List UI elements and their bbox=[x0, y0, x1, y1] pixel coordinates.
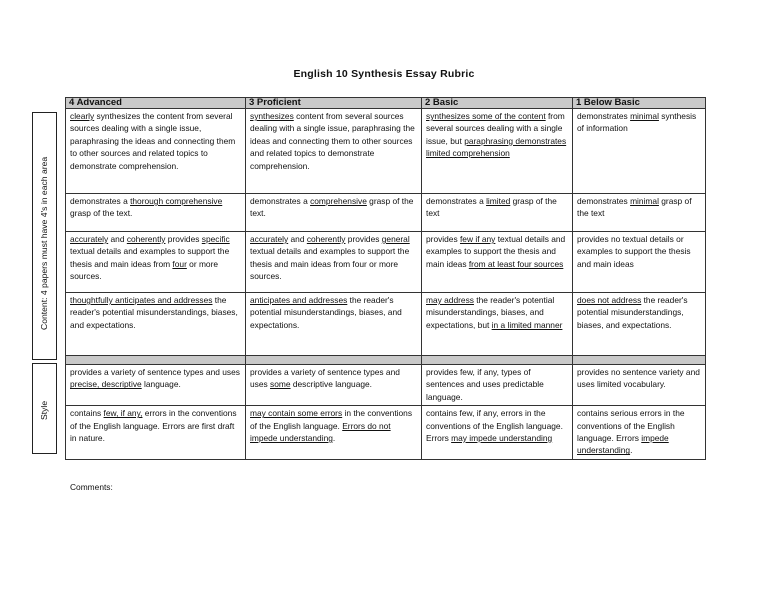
underlined-text: thoughtfully anticipates and addresses bbox=[70, 295, 213, 305]
cell-text: from several sources dealing with a single issue, but bbox=[426, 111, 565, 146]
underlined-text: comprehensive bbox=[310, 196, 367, 206]
underlined-text: may address bbox=[426, 295, 474, 305]
table-row bbox=[66, 109, 706, 194]
cell-text: . bbox=[332, 433, 336, 444]
header-below-basic: 1 Below Basic bbox=[573, 98, 706, 109]
underlined-text: coherently bbox=[126, 234, 166, 244]
divider-cell bbox=[66, 356, 246, 365]
cell-text: errors in the conventions of the English language. Errors are first draft in nature. bbox=[70, 408, 237, 444]
cell-text: provides no textual details or examples to support the thesis and main ideas bbox=[577, 234, 691, 269]
cell-text: content from several sources dealing with a single issue, paraphrasing the ideas and connecting them to other sources and related topics to demonstrate comprehension. bbox=[250, 111, 415, 171]
underlined-text: clearly bbox=[70, 111, 95, 121]
underlined-text: from at least four sources bbox=[468, 258, 564, 269]
underlined-text: general bbox=[381, 234, 410, 244]
header-proficient: 3 Proficient bbox=[246, 98, 422, 109]
cell-text: contains serious errors in the conventions of the English language. Errors bbox=[577, 408, 685, 444]
cell-text: demonstrates a bbox=[70, 196, 131, 206]
cell-text: or more sources. bbox=[70, 258, 219, 282]
cell-text: . bbox=[630, 445, 633, 456]
header-row bbox=[66, 98, 706, 109]
cell-proficient bbox=[246, 194, 422, 232]
divider-cell bbox=[422, 356, 573, 365]
cell-text: in the conventions of the English language. bbox=[250, 408, 413, 431]
underlined-text: may impede understanding bbox=[451, 433, 553, 444]
cell-below-basic bbox=[573, 194, 706, 232]
cell-proficient bbox=[246, 232, 422, 293]
cell-text: grasp of the text. bbox=[70, 208, 133, 219]
cell-text: demonstrates a bbox=[250, 196, 311, 206]
cell-text: contains few, if any, errors in the conventions of the English language. Errors bbox=[426, 408, 563, 444]
cell-text: synthesis of information bbox=[577, 111, 697, 134]
cell-text: language. bbox=[141, 379, 181, 390]
cell-proficient bbox=[246, 293, 422, 356]
table-row bbox=[66, 293, 706, 356]
cell-below-basic bbox=[573, 365, 706, 406]
content-side-label-box bbox=[32, 112, 57, 360]
underlined-text: minimal bbox=[630, 196, 659, 206]
cell-advanced bbox=[66, 232, 246, 293]
underlined-text: paraphrasing demonstrates limited comprehension bbox=[426, 135, 567, 159]
cell-text: the reader's potential misunderstandings, biases, and expectations. bbox=[577, 295, 688, 330]
cell-text: provides no sentence variety and uses limited vocabulary. bbox=[577, 367, 700, 390]
cell-text: contains bbox=[70, 408, 104, 419]
cell-text: grasp of the text bbox=[426, 196, 557, 219]
underlined-text: coherently bbox=[306, 234, 346, 244]
underlined-text: may contain some errors bbox=[250, 408, 343, 419]
cell-text: the reader's potential misunderstandings, biases, and expectations. bbox=[70, 295, 238, 330]
cell-below-basic bbox=[573, 109, 706, 194]
divider-cell bbox=[573, 356, 706, 365]
section-divider-row bbox=[66, 356, 706, 365]
underlined-text: does not address bbox=[577, 295, 642, 305]
underlined-text: anticipates and addresses bbox=[250, 295, 348, 305]
underlined-text: impede understanding bbox=[577, 433, 669, 456]
style-side-label: Style bbox=[39, 400, 49, 420]
cell-basic bbox=[422, 109, 573, 194]
cell-basic bbox=[422, 232, 573, 293]
header-basic: 2 Basic bbox=[422, 98, 573, 109]
cell-text: the reader's potential misunderstandings, biases, and expectations. bbox=[250, 295, 402, 330]
cell-text: provides bbox=[165, 234, 202, 244]
cell-text: textual details and examples to support the thesis and main ideas from four or more sources. bbox=[250, 246, 410, 282]
cell-basic bbox=[422, 406, 573, 460]
underlined-text: few if any bbox=[459, 234, 496, 244]
divider-cell bbox=[246, 356, 422, 365]
cell-text: and bbox=[288, 234, 307, 244]
cell-text: provides bbox=[345, 234, 382, 244]
cell-text: descriptive language. bbox=[290, 379, 372, 390]
rubric-table bbox=[65, 97, 706, 460]
underlined-text: accurately bbox=[250, 234, 289, 244]
underlined-text: synthesizes bbox=[250, 111, 294, 121]
underlined-text: minimal bbox=[630, 111, 659, 121]
cell-text: provides few, if any, types of sentences and uses predictable language. bbox=[426, 367, 544, 402]
cell-basic bbox=[422, 365, 573, 406]
cell-text: textual details and examples to support the thesis and main ideas from bbox=[70, 246, 230, 269]
underlined-text: some bbox=[270, 379, 291, 390]
style-side-label-box bbox=[32, 363, 57, 454]
table-row bbox=[66, 365, 706, 406]
cell-advanced bbox=[66, 194, 246, 232]
content-side-label: Content: 4 papers must have 4's in each area bbox=[39, 156, 49, 330]
header-advanced: 4 Advanced bbox=[66, 98, 246, 109]
cell-text: grasp of the text bbox=[577, 196, 692, 219]
underlined-text: Errors do not impede understanding bbox=[250, 420, 391, 444]
cell-text: provides a variety of sentence types and uses bbox=[70, 367, 240, 377]
underlined-text: precise, descriptive bbox=[70, 379, 142, 390]
page-title: English 10 Synthesis Essay Rubric bbox=[293, 68, 475, 80]
cell-text: provides bbox=[426, 234, 460, 244]
cell-basic bbox=[422, 293, 573, 356]
cell-text: the reader's potential misunderstandings, biases, and expectations, but bbox=[426, 295, 555, 330]
underlined-text: synthesizes some of the content bbox=[426, 111, 546, 121]
cell-text: demonstrates bbox=[577, 111, 631, 121]
cell-advanced bbox=[66, 365, 246, 406]
underlined-text: limited bbox=[486, 196, 511, 206]
cell-basic bbox=[422, 194, 573, 232]
cell-text: demonstrates a bbox=[426, 196, 487, 206]
cell-below-basic bbox=[573, 293, 706, 356]
cell-proficient bbox=[246, 109, 422, 194]
underlined-text: few, if any, bbox=[103, 408, 143, 419]
underlined-text: four bbox=[172, 258, 187, 269]
cell-advanced bbox=[66, 109, 246, 194]
cell-text: and bbox=[108, 234, 127, 244]
underlined-text: in a limited manner bbox=[491, 319, 563, 330]
cell-advanced bbox=[66, 406, 246, 460]
rubric-body bbox=[66, 109, 706, 460]
comments-label: Comments: bbox=[70, 482, 113, 492]
cell-below-basic bbox=[573, 406, 706, 460]
cell-text: textual details and examples to support the thesis and main ideas bbox=[426, 234, 566, 269]
underlined-text: thorough comprehensive bbox=[130, 196, 223, 206]
table-row bbox=[66, 232, 706, 293]
underlined-text: accurately bbox=[70, 234, 109, 244]
cell-text: synthesizes the content from several sources dealing with a single issue, paraphrasing the ideas and connecting them to other sources and related topics to demonstrate comprehension. bbox=[70, 111, 236, 171]
cell-text: demonstrates bbox=[577, 196, 631, 206]
underlined-text: specific bbox=[201, 234, 230, 244]
cell-proficient bbox=[246, 365, 422, 406]
cell-below-basic bbox=[573, 232, 706, 293]
table-row bbox=[66, 194, 706, 232]
cell-advanced bbox=[66, 293, 246, 356]
cell-text: grasp of the text. bbox=[250, 196, 414, 219]
cell-proficient bbox=[246, 406, 422, 460]
table-row bbox=[66, 406, 706, 460]
cell-text: provides a variety of sentence types and uses bbox=[250, 367, 400, 390]
